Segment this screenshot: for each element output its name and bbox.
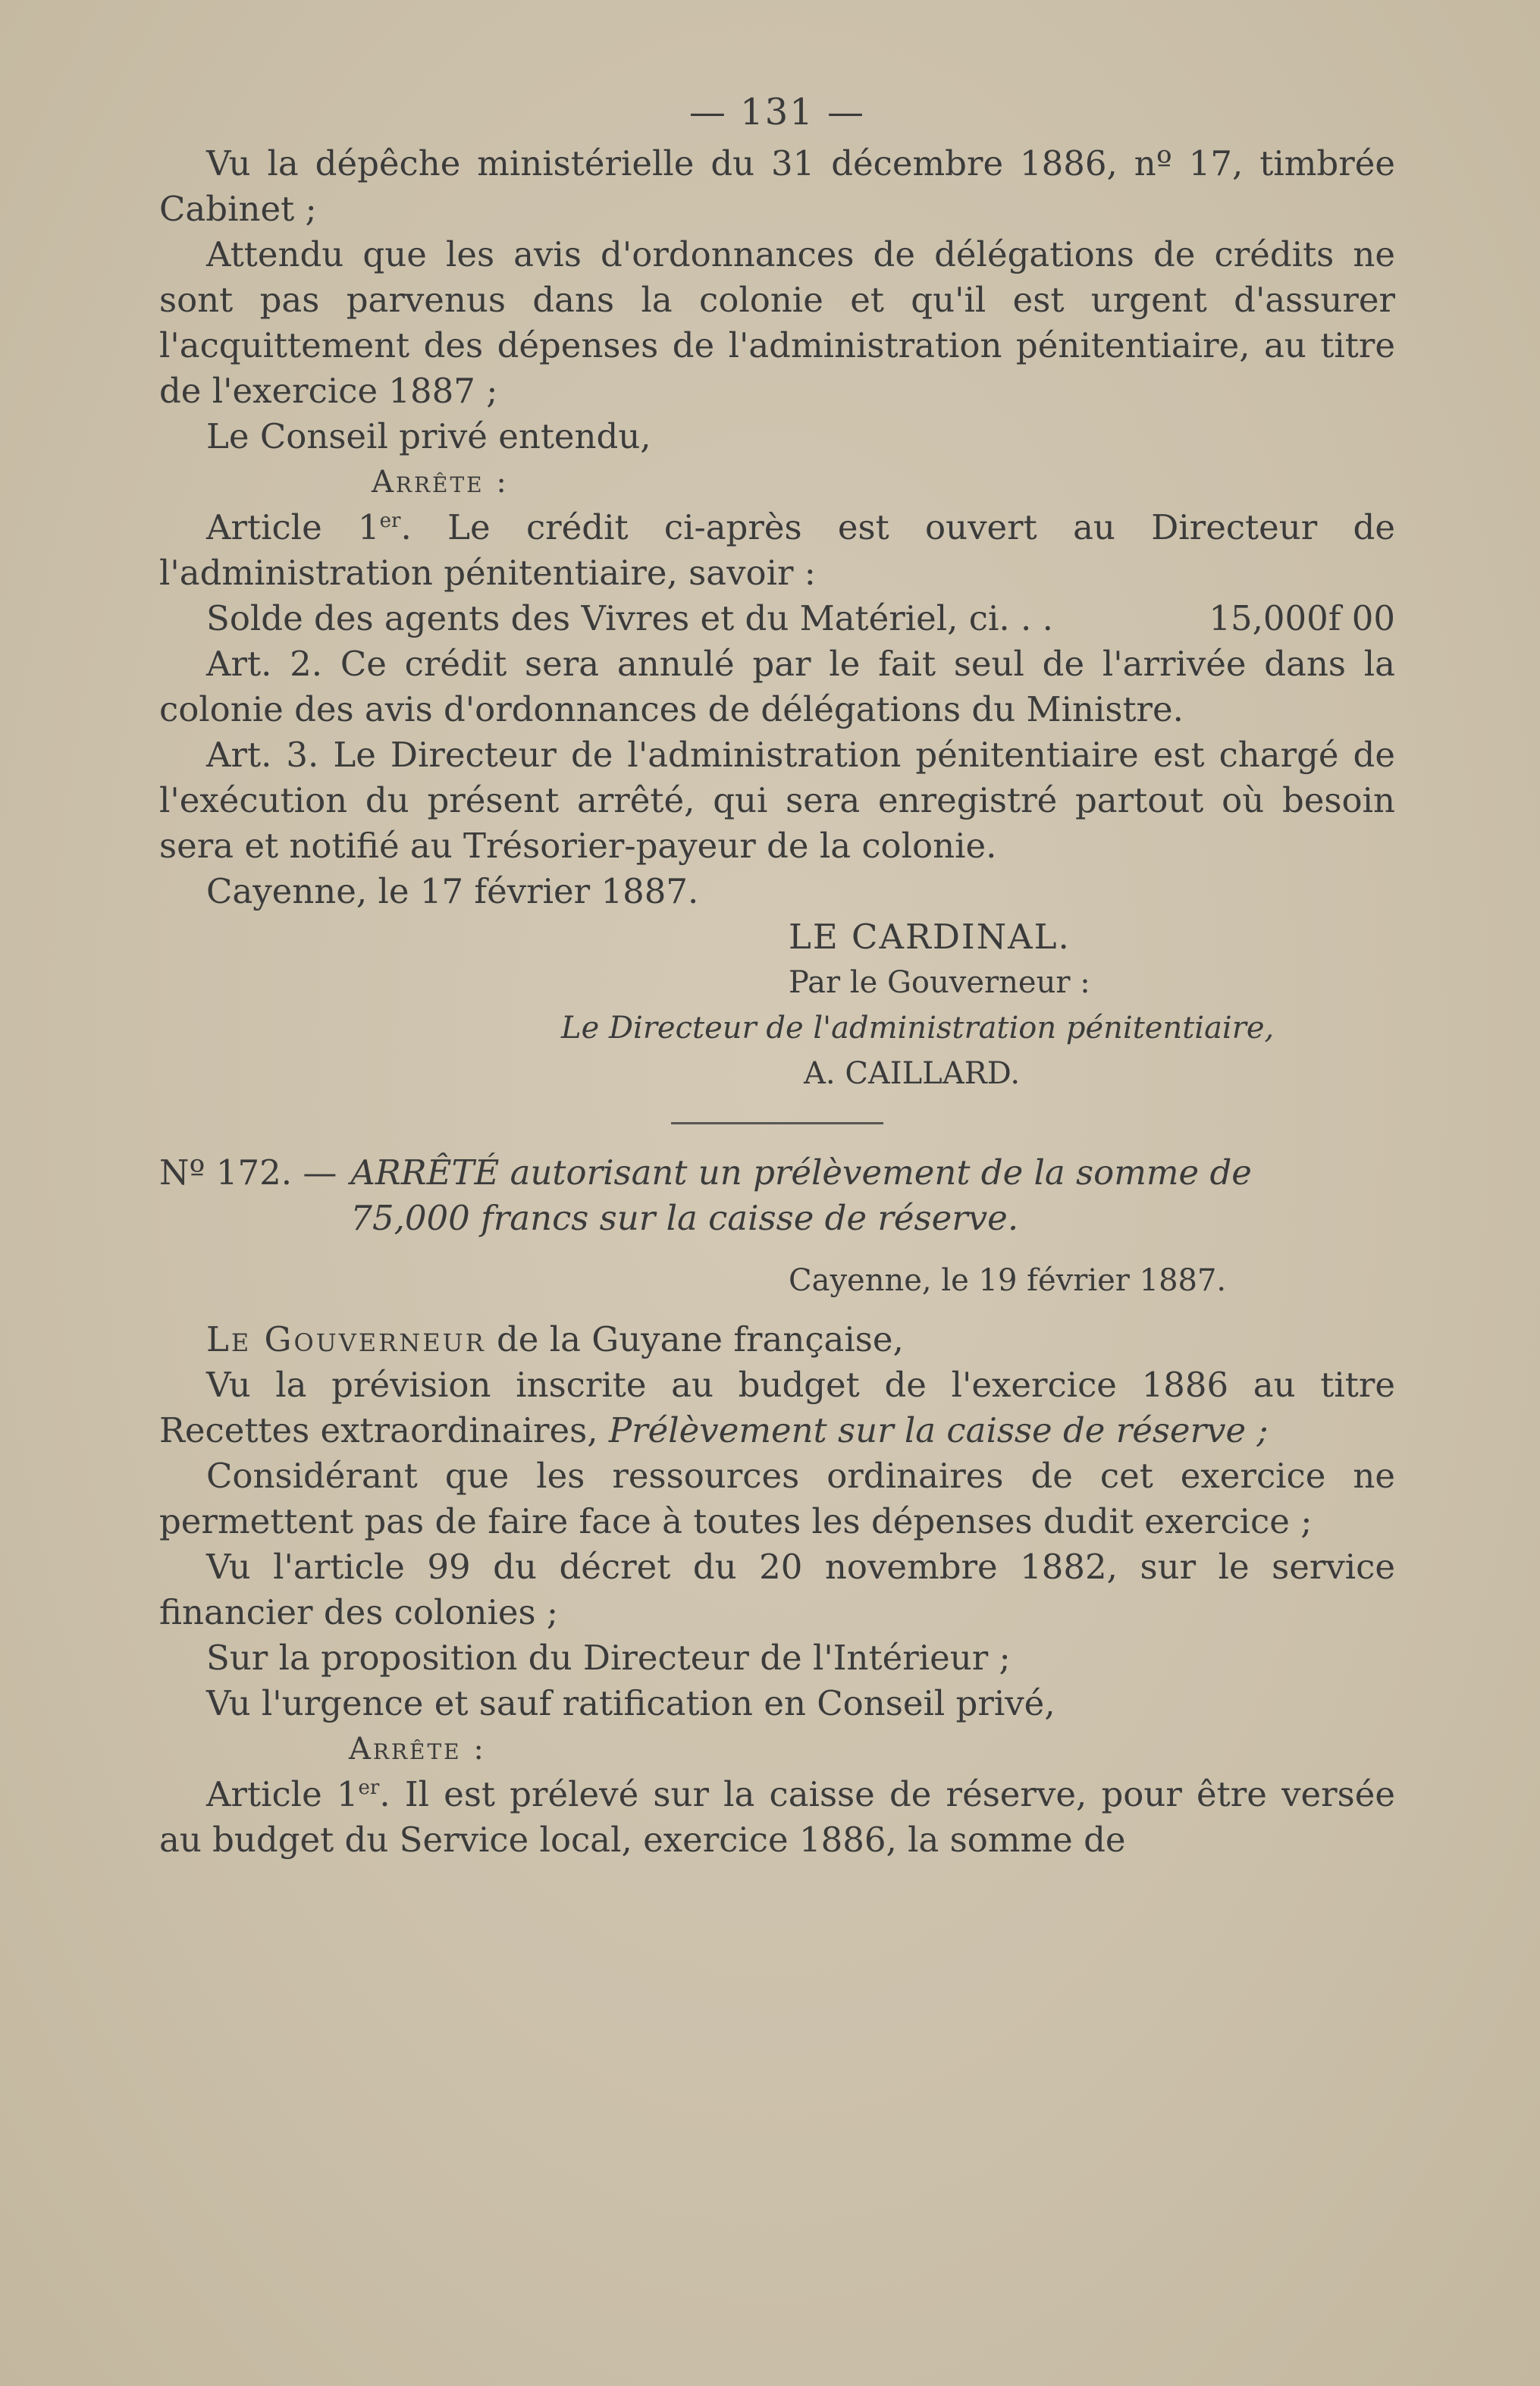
paragraph-proposition: Sur la proposition du Directeur de l'Intérieur ;	[206, 1638, 1011, 1678]
act-title-line-2: 75,000 francs sur la caisse de réserve.	[350, 1198, 1019, 1238]
prevision-text: Vu la prévision inscrite au budget de l'exercice 1886 au titre Recettes extraordinaires,	[159, 1365, 1395, 1450]
place-date: Cayenne, le 17 février 1887.	[206, 871, 699, 911]
act-172-heading	[159, 1150, 1395, 1241]
act-172-article-1	[159, 1772, 1395, 1863]
paragraph-prevision	[159, 1362, 1395, 1453]
prevision-italic: Prélèvement sur la caisse de réserve ;	[608, 1410, 1269, 1450]
gouverneur-line	[159, 1317, 1395, 1362]
document-page	[159, 89, 1395, 1863]
section-divider	[671, 1122, 883, 1124]
gouverneur-title: Le Gouverneur	[206, 1319, 486, 1359]
arrete-heading: Arrête :	[372, 465, 509, 500]
paragraph-depeche: Vu la dépêche ministérielle du 31 décembre 1886, nº 17, timbrée Cabinet ;	[159, 143, 1395, 229]
act-title-line-1: ARRÊTÉ autorisant un prélèvement de la somme de	[350, 1152, 1252, 1193]
act-172-article-1-text: . Il est prélevé sur la caisse de réserve, pour être versée au budget du Service local, exercice 1886, la somme de	[159, 1774, 1395, 1860]
article-1-label: Article 1	[206, 507, 380, 547]
page-number: — 131 —	[688, 91, 866, 133]
paragraph-conseil: Le Conseil privé entendu,	[206, 416, 651, 456]
article-1-text: . Le crédit ci-après est ouvert au Directeur de l'administration pénitentiaire, savoir :	[159, 507, 1395, 593]
paragraph-article-99: Vu l'article 99 du décret du 20 novembre 1882, sur le service financier des colonies ;	[159, 1547, 1395, 1632]
article-2: Art. 2. Ce crédit sera annulé par le fait seul de l'arrivée dans la colonie des avis d'ordonnances de délégations du Ministre.	[159, 644, 1395, 729]
act-title	[337, 1150, 1252, 1241]
article-1-sup: er	[379, 509, 401, 532]
paragraph-attendu: Attendu que les avis d'ordonnances de délégations de crédits ne sont pas parvenus dans la colonie et qu'il est urgent d'assurer l'acquittement des dépenses de l'administration pénitentiaire, au titre de l'exercice 1887 ;	[159, 234, 1395, 411]
paragraph-urgence: Vu l'urgence et sauf ratification en Conseil privé,	[206, 1683, 1055, 1723]
signature-par: Par le Gouverneur :	[789, 965, 1090, 1000]
act-number: Nº 172. —	[159, 1152, 337, 1193]
act-date: Cayenne, le 19 février 1887.	[789, 1263, 1227, 1298]
solde-amount: 15,000f 00	[1209, 598, 1395, 638]
solde-line	[159, 596, 1395, 641]
article-3: Art. 3. Le Directeur de l'administration pénitentiaire est chargé de l'exécution du présent arrêté, qui sera enregistré partout où besoin sera et notifié au Trésorier-payeur de la colonie.	[159, 735, 1395, 866]
solde-label: Solde des agents des Vivres et du Matériel, ci. . .	[206, 598, 1053, 638]
gouverneur-rest: de la Guyane française,	[485, 1319, 904, 1359]
act-172-article-1-label: Article 1	[206, 1774, 359, 1814]
act-172-article-1-sup: er	[358, 1776, 380, 1799]
signature-name-2: A. CAILLARD.	[804, 1056, 1021, 1091]
arrete-heading-2: Arrête :	[349, 1732, 486, 1767]
signature-role: Le Directeur de l'administration pénitentiaire,	[561, 1011, 1275, 1046]
signature-name: LE CARDINAL.	[789, 917, 1071, 957]
paragraph-considerant: Considérant que les ressources ordinaires de cet exercice ne permettent pas de faire face à toutes les dépenses dudit exercice ;	[159, 1456, 1395, 1541]
article-1	[159, 505, 1395, 596]
